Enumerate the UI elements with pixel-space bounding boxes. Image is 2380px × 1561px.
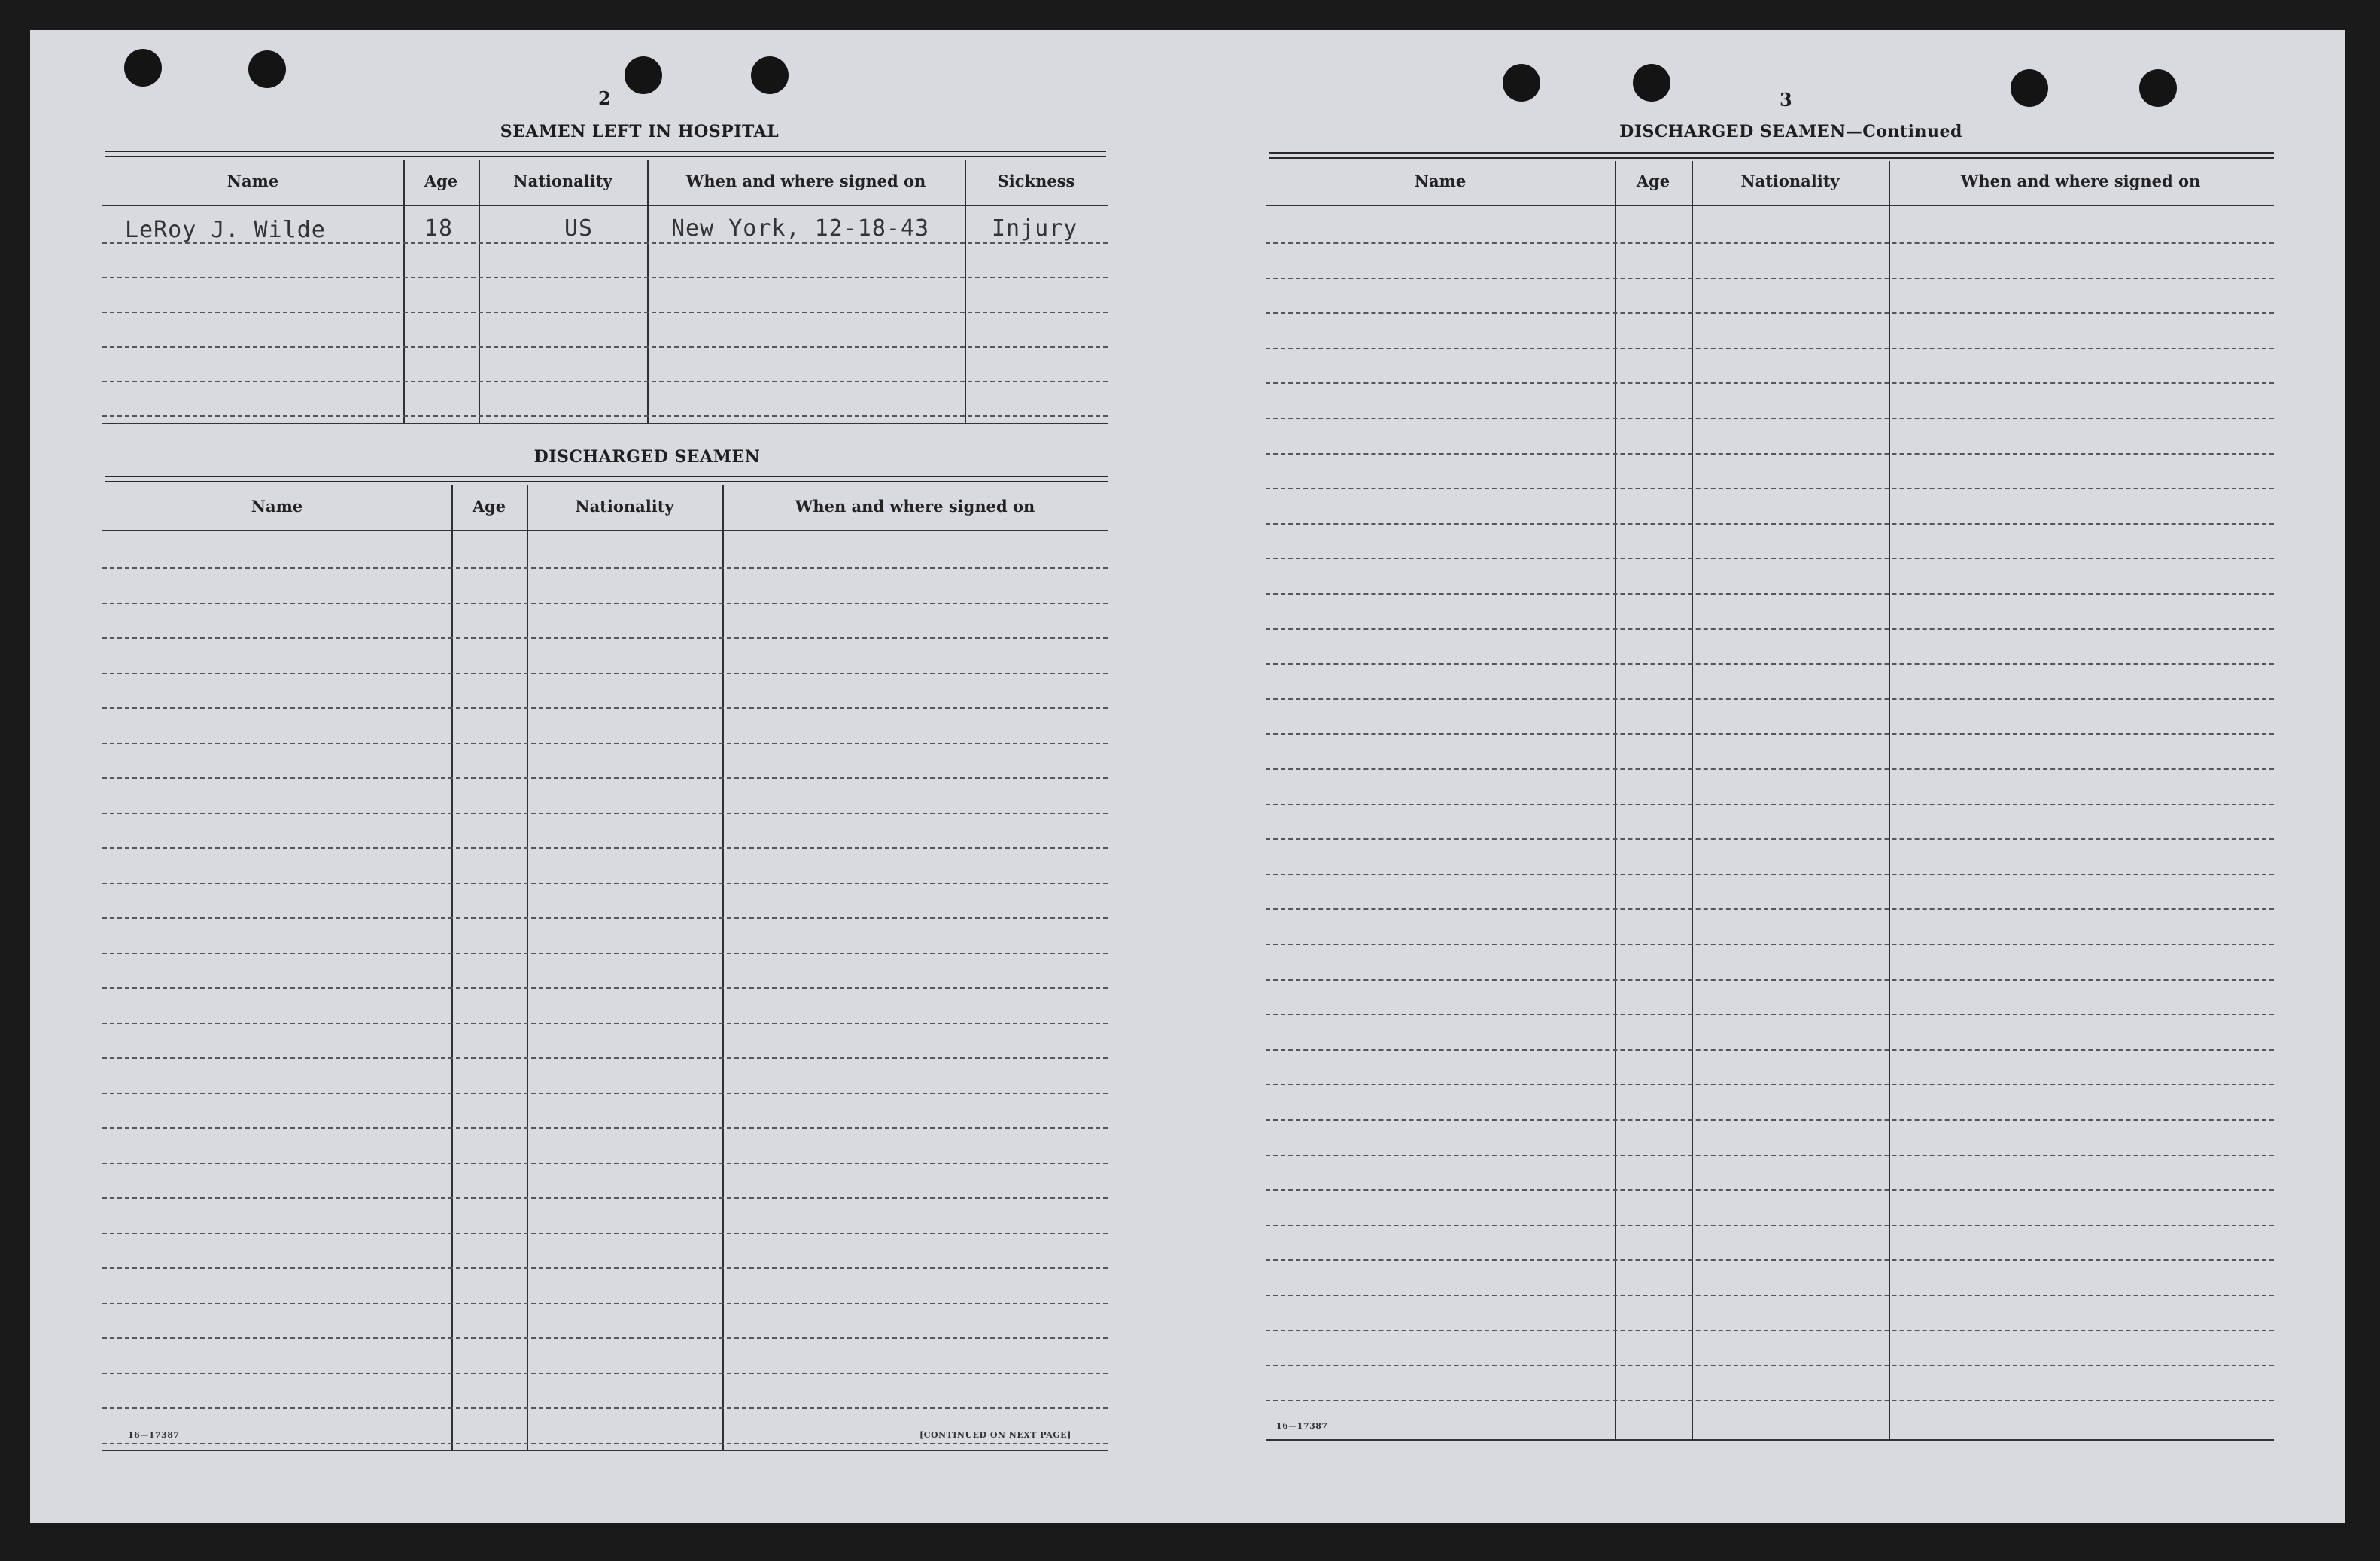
row-line bbox=[102, 1093, 1108, 1094]
row-line bbox=[102, 1057, 1108, 1059]
row-line bbox=[102, 415, 1108, 417]
row-line bbox=[1266, 979, 2274, 981]
row-line bbox=[1266, 1400, 2274, 1401]
row-line bbox=[102, 567, 1108, 569]
punch-hole bbox=[2011, 69, 2048, 107]
row-line bbox=[1266, 453, 2274, 455]
row-line bbox=[1266, 663, 2274, 665]
page-number-left: 2 bbox=[598, 87, 611, 109]
column-header-name: Name bbox=[251, 497, 303, 516]
row-line bbox=[102, 1233, 1108, 1234]
row-line bbox=[102, 381, 1108, 382]
row-line bbox=[1266, 698, 2274, 700]
column-header-nationality: Nationality bbox=[575, 497, 674, 516]
row-line bbox=[1266, 733, 2274, 735]
row-line bbox=[102, 917, 1108, 919]
row-line bbox=[102, 883, 1108, 884]
entry-sickness: Injury bbox=[992, 215, 1078, 242]
row-line bbox=[1266, 838, 2274, 840]
row-line bbox=[1266, 558, 2274, 559]
row-line bbox=[102, 1163, 1108, 1164]
column-header-name: Name bbox=[1414, 172, 1467, 190]
row-line bbox=[102, 743, 1108, 744]
row-line bbox=[102, 346, 1108, 348]
row-line bbox=[102, 1127, 1108, 1129]
row-line bbox=[102, 1407, 1108, 1409]
row-line bbox=[1266, 1014, 2274, 1015]
punch-hole bbox=[124, 49, 162, 87]
row-line bbox=[1266, 1330, 2274, 1331]
table-bottom-rule bbox=[102, 423, 1108, 424]
row-line bbox=[1266, 1295, 2274, 1296]
form-number-right: 16—17387 bbox=[1276, 1421, 1328, 1431]
header-underline bbox=[102, 530, 1108, 531]
column-header-signed-on: When and where signed on bbox=[685, 172, 926, 190]
header-underline bbox=[1266, 205, 2274, 206]
row-line bbox=[1266, 1365, 2274, 1366]
discharged-section-title: DISCHARGED SEAMEN bbox=[533, 447, 761, 467]
entry-nationality: US bbox=[564, 215, 594, 242]
row-line bbox=[1266, 348, 2274, 349]
row-line bbox=[102, 1443, 1108, 1444]
column-header-signed-on: When and where signed on bbox=[795, 497, 1035, 516]
punch-hole bbox=[1503, 64, 1540, 102]
row-line bbox=[1266, 1225, 2274, 1226]
column-divider bbox=[1615, 161, 1616, 1441]
row-line bbox=[102, 277, 1108, 278]
row-line bbox=[102, 707, 1108, 709]
column-divider bbox=[1692, 161, 1693, 1441]
row-line bbox=[1266, 278, 2274, 279]
row-line bbox=[102, 1337, 1108, 1339]
row-line bbox=[1266, 768, 2274, 770]
row-line bbox=[1266, 804, 2274, 805]
discharged-continued-title-main: DISCHARGED SEAMEN bbox=[1619, 122, 1846, 141]
row-line bbox=[1266, 382, 2274, 384]
row-line bbox=[1266, 418, 2274, 419]
discharged-continued-title bbox=[1565, 122, 2017, 141]
page-number-right: 3 bbox=[1780, 89, 1792, 111]
row-line bbox=[102, 312, 1108, 313]
continued-note: [CONTINUED ON NEXT PAGE] bbox=[919, 1430, 1071, 1440]
double-rule bbox=[1269, 157, 2274, 159]
column-divider bbox=[647, 160, 649, 423]
punch-hole bbox=[751, 56, 789, 94]
row-line bbox=[1266, 1155, 2274, 1156]
row-line bbox=[102, 777, 1108, 779]
column-divider bbox=[403, 160, 405, 423]
row-line bbox=[1266, 1049, 2274, 1051]
row-line bbox=[1266, 1084, 2274, 1085]
column-divider bbox=[965, 160, 966, 423]
table-bottom-rule bbox=[102, 1450, 1108, 1451]
entry-age: 18 bbox=[424, 215, 454, 242]
punch-hole bbox=[625, 56, 662, 94]
table-bottom-rule bbox=[1266, 1439, 2274, 1441]
double-rule bbox=[105, 156, 1106, 157]
row-line bbox=[102, 813, 1108, 814]
column-divider bbox=[479, 160, 480, 423]
column-divider bbox=[451, 485, 453, 1451]
column-divider bbox=[722, 485, 724, 1451]
row-line bbox=[1266, 1119, 2274, 1121]
row-line bbox=[1266, 523, 2274, 525]
form-number-left: 16—17387 bbox=[128, 1430, 180, 1440]
row-line bbox=[102, 673, 1108, 674]
column-divider bbox=[527, 485, 528, 1451]
row-line bbox=[102, 1197, 1108, 1199]
document-sheet bbox=[30, 30, 2345, 1523]
punch-hole bbox=[1633, 64, 1670, 102]
row-line bbox=[1266, 1189, 2274, 1191]
row-line bbox=[1266, 908, 2274, 910]
row-line bbox=[102, 847, 1108, 849]
entry-signed-on: New York, 12-18-43 bbox=[671, 215, 930, 242]
row-line bbox=[1266, 242, 2274, 244]
discharged-continued-title-suffix: —Continued bbox=[1845, 122, 1962, 141]
row-line bbox=[1266, 628, 2274, 630]
hospital-section-title: SEAMEN LEFT IN HOSPITAL bbox=[500, 122, 780, 141]
entry-name: LeRoy J. Wilde bbox=[125, 217, 326, 243]
column-header-age: Age bbox=[1636, 172, 1670, 190]
row-line bbox=[102, 1267, 1108, 1269]
column-header-signed-on: When and where signed on bbox=[1960, 172, 2201, 190]
header-underline bbox=[102, 205, 1108, 206]
double-rule bbox=[105, 151, 1106, 152]
column-header-age: Age bbox=[472, 497, 506, 516]
row-line bbox=[102, 953, 1108, 954]
row-line bbox=[1266, 593, 2274, 595]
column-header-name: Name bbox=[226, 172, 279, 190]
double-rule bbox=[1269, 152, 2274, 154]
double-rule bbox=[105, 481, 1108, 482]
row-line bbox=[102, 1023, 1108, 1024]
column-header-nationality: Nationality bbox=[513, 172, 612, 190]
double-rule bbox=[105, 476, 1108, 477]
row-line bbox=[102, 1373, 1108, 1374]
punch-hole bbox=[248, 50, 286, 88]
row-line bbox=[1266, 944, 2274, 945]
row-line bbox=[102, 637, 1108, 639]
punch-hole bbox=[2139, 69, 2177, 107]
row-line bbox=[102, 1303, 1108, 1304]
row-line bbox=[102, 987, 1108, 989]
row-line bbox=[1266, 1259, 2274, 1261]
column-header-sickness: Sickness bbox=[997, 172, 1075, 190]
row-line bbox=[1266, 488, 2274, 489]
column-header-age: Age bbox=[424, 172, 458, 190]
column-header-nationality: Nationality bbox=[1740, 172, 1840, 190]
row-line bbox=[102, 603, 1108, 604]
row-line bbox=[1266, 312, 2274, 314]
column-divider bbox=[1889, 161, 1890, 1441]
row-line bbox=[1266, 874, 2274, 875]
